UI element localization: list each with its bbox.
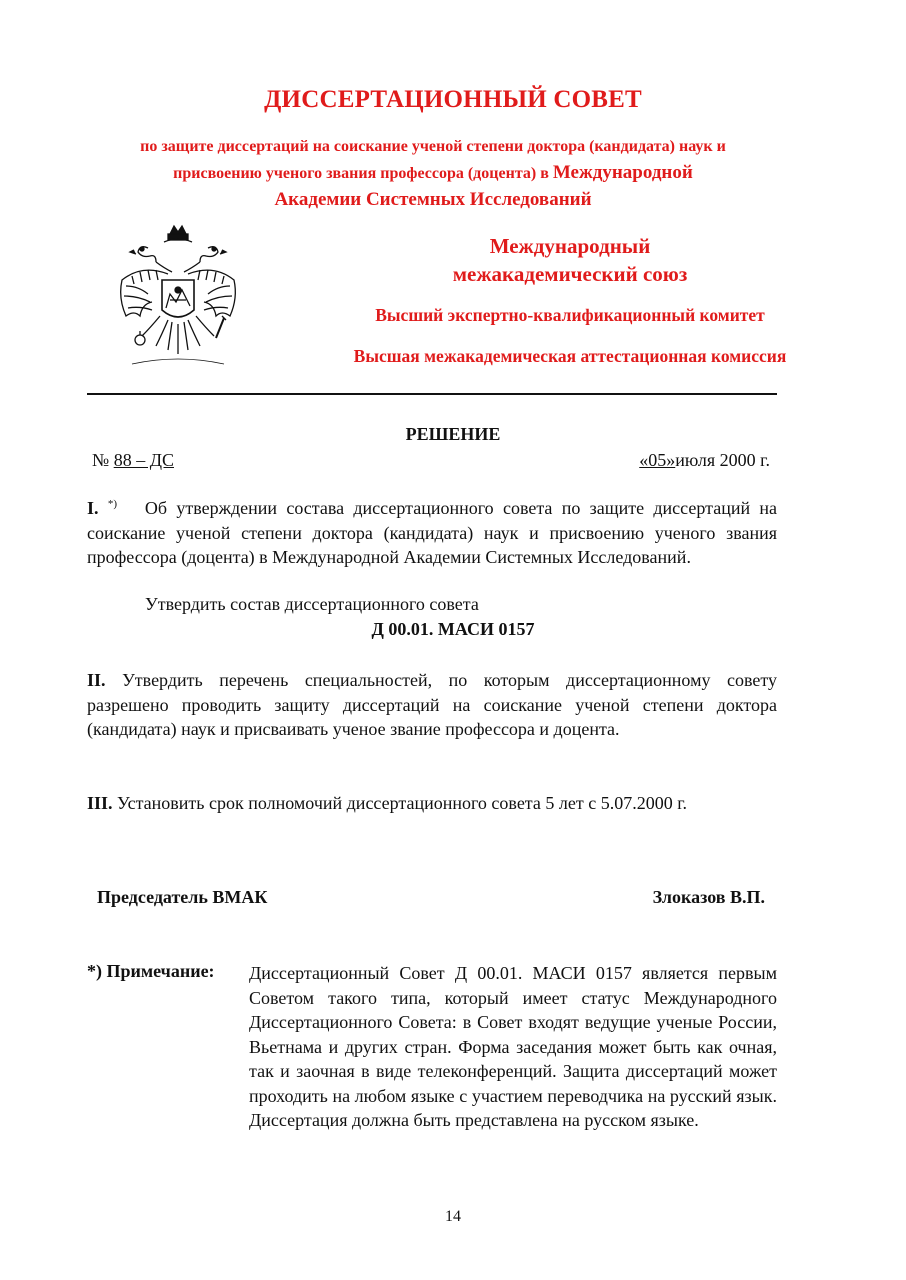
decision-number-prefix: № bbox=[92, 450, 114, 470]
signatory-title: Председатель ВМАК bbox=[97, 887, 268, 907]
section-3-text: Установить срок полномочий диссертационного совета 5 лет с 5.07.2000 г. bbox=[117, 793, 688, 813]
section-2 bbox=[87, 668, 777, 742]
union-name-line-1: Международный bbox=[489, 234, 651, 258]
subtitle-line-2-small: присвоению ученого звания профессора (доцента) в bbox=[173, 165, 553, 182]
decision-number-value: 88 – ДС bbox=[113, 450, 174, 470]
union-name bbox=[300, 232, 840, 288]
note-text: Диссертационный Совет Д 00.01. МАСИ 0157 является первым Советом такого типа, который имеет статус Международного Диссертационного Совета: в Совет входят ведущие ученые России, Вьетнама и других стран. Форма заседания может быть как очная, так и заочная в виде телеконференций. Защита диссертаций может проходить на любом языке с участием переводчика на русский язык. Диссертация должна быть представлена на русском языке. bbox=[249, 963, 777, 1130]
subtitle-line-1: по защите диссертаций на соискание ученой степени доктора (кандидата) наук и bbox=[140, 138, 726, 155]
council-title: ДИССЕРТАЦИОННЫЙ СОВЕТ bbox=[264, 86, 642, 113]
council-subtitle bbox=[90, 134, 776, 213]
section-1-approve: Утвердить состав диссертационного совета bbox=[145, 594, 479, 614]
section-3-numeral: III. bbox=[87, 793, 113, 813]
section-2-text: Утвердить перечень специальностей, по которым диссертационному совету разрешено проводить защиту диссертаций на соискание ученой степени доктора (кандидата) наук и присваивать ученое звание профессора и доцента. bbox=[87, 670, 777, 739]
section-1-numeral: I. bbox=[87, 498, 99, 518]
subtitle-line-2 bbox=[90, 160, 776, 187]
decision-date-rest: июля 2000 г. bbox=[675, 450, 770, 470]
page-number: 14 bbox=[445, 1208, 461, 1225]
section-1-footnote-mark: *) bbox=[107, 498, 117, 510]
note-label: *) Примечание: bbox=[87, 961, 215, 981]
section-3 bbox=[87, 791, 777, 816]
header-divider bbox=[87, 393, 777, 395]
decision-date bbox=[639, 450, 770, 471]
union-name-line-2: межакадемический союз bbox=[452, 262, 688, 286]
decision-date-day: «05» bbox=[639, 450, 676, 470]
section-1-council-code: Д 00.01. МАСИ 0157 bbox=[371, 619, 535, 639]
decision-number bbox=[92, 450, 174, 471]
commission-name: Высшая межакадемическая аттестационная комиссия bbox=[353, 346, 787, 366]
subtitle-line-3: Академии Системных Исследований bbox=[274, 189, 592, 210]
section-1-text: Об утверждении состава диссертационного совета по защите диссертаций на соискание ученой степени доктора (кандидата) наук и присвоению ученого звания профессора (доцента) в Международной Академии Системных Исследований. bbox=[87, 498, 778, 567]
double-headed-eagle-emblem-icon bbox=[112, 224, 244, 372]
section-1 bbox=[87, 496, 777, 570]
decision-heading: РЕШЕНИЕ bbox=[405, 424, 501, 444]
signatory-name: Злоказов В.П. bbox=[652, 887, 765, 907]
section-2-numeral: II. bbox=[87, 670, 106, 690]
subtitle-line-2-big: Международной bbox=[552, 162, 693, 183]
committee-name: Высший экспертно-квалификационный комитет bbox=[375, 305, 765, 325]
